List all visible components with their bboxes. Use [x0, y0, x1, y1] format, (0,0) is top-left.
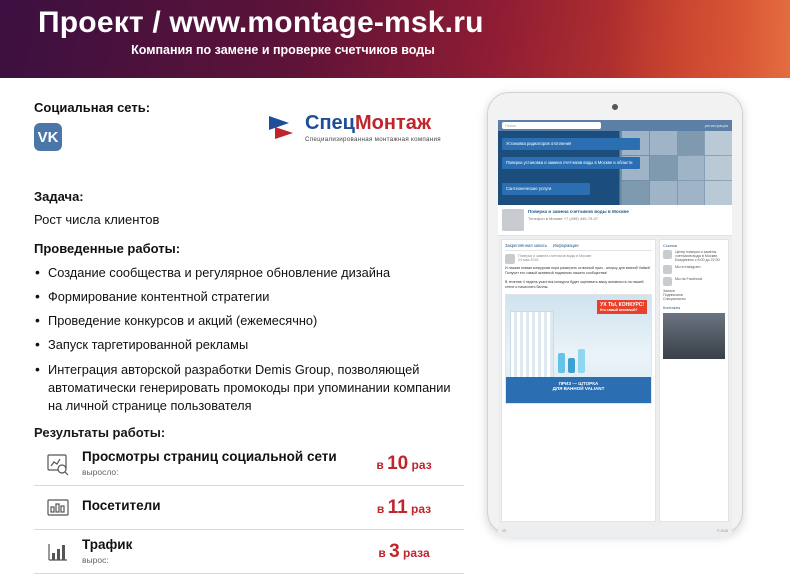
bottle-graphic: [568, 358, 575, 373]
post-date: 24 мая 2018: [518, 258, 539, 262]
list-item[interactable]: [663, 277, 725, 286]
header-gradient-overlay: [610, 0, 790, 78]
tablet-device: [487, 92, 743, 534]
vk-footer: [498, 525, 732, 537]
post-rules: В течение 4 недель участник конкурса будет оценивать вашу активность на нашей стене и начислять баллы:: [505, 279, 644, 290]
list-item: • Запуск таргетированной рекламы: [34, 336, 464, 354]
table-row: [34, 486, 464, 530]
contact-photo: [663, 313, 725, 359]
result-value-suffix: раза: [403, 545, 430, 560]
result-note: вырос:: [82, 555, 109, 566]
logo-subtext: Специализированная монтажная компания: [305, 136, 441, 143]
result-value-suffix: раз: [411, 457, 432, 472]
cover-banner-2: Поверка установка и замена счетчиков воды в Москве и области: [502, 157, 640, 169]
promo-bottom-line-2: ДЛЯ ВАННОЙ VALIANT: [552, 385, 605, 391]
vk-icon[interactable]: VK: [34, 123, 62, 151]
group-cover: [498, 131, 732, 205]
avatar: [502, 209, 524, 231]
bar-chart-icon: [34, 540, 82, 564]
task-text: Рост числа клиентов: [34, 212, 160, 227]
social-row: [34, 112, 464, 175]
vk-sidebar: [659, 239, 729, 522]
result-name: Трафик: [82, 537, 133, 553]
result-labels: [82, 450, 344, 477]
list-item[interactable]: [663, 250, 725, 262]
result-value: [344, 453, 464, 475]
curtain-graphic: [510, 311, 554, 379]
post-author: Поверка и замена счетчиков воды в Москве: [518, 254, 592, 258]
sidebar-item-label: Мы на Facebook: [675, 277, 703, 281]
page-subtitle: Компания по замене и проверке счетчиков воды: [131, 43, 435, 57]
result-value-suffix: раз: [411, 501, 432, 516]
post-image[interactable]: [505, 294, 652, 404]
list-item[interactable]: [663, 265, 725, 274]
page-header: [0, 0, 790, 78]
logo-text: [305, 113, 441, 133]
cover-banner-1: Установка радиаторов отопления: [502, 138, 640, 150]
result-value: [344, 497, 464, 519]
visitors-chart-icon: [34, 496, 82, 520]
logo-text-second: Монтаж: [354, 112, 432, 134]
result-value-prefix: в: [376, 501, 385, 516]
result-value-number: 11: [387, 496, 408, 518]
list-item: • Формирование контентной стратегии: [34, 288, 464, 306]
works-list: [34, 264, 464, 415]
list-item: • Проведение конкурсов и акций (ежемесячно): [34, 312, 464, 330]
promo-title: УХ ТЫ, КОНКУРС!: [600, 301, 644, 308]
result-name: Просмотры страниц социальной сети: [82, 449, 337, 465]
result-labels: [82, 538, 344, 565]
sidebar-item-records[interactable]: Записи: [663, 289, 675, 293]
vk-feed: [501, 239, 656, 522]
avatar: [663, 277, 672, 286]
table-row: [34, 530, 464, 574]
magnifier-chart-icon: [34, 452, 82, 476]
cover-banner-3: Сантехнические услуги: [502, 183, 590, 195]
vk-content: [498, 236, 732, 525]
promo-bottom-line-1: ПРИЗ — ШТОРКА: [558, 380, 599, 386]
page-title: Проект / www.montage-msk.ru: [38, 6, 484, 39]
task-section: [34, 189, 464, 227]
group-name: Поверка и замена счетчиков воды в Москве: [528, 209, 629, 214]
footer-left-label: VK: [502, 529, 507, 533]
bottle-graphic: [578, 349, 585, 373]
results-label: Результаты работы:: [34, 425, 166, 441]
sidebar-item-specialists[interactable]: Специалисты: [663, 297, 686, 301]
sidebar-title: Ссылки: [663, 243, 678, 248]
sidebar-item-label: Мы в Instagram: [675, 265, 701, 269]
result-name: Посетители: [82, 498, 161, 514]
contacts-title: Контакты: [663, 305, 681, 310]
logo-arrow-icon: [267, 114, 301, 142]
vk-top-bar: [498, 120, 732, 131]
feed-tabs: [505, 243, 652, 251]
promo-footer: [506, 377, 651, 403]
tab-information[interactable]: Информация: [552, 243, 579, 248]
works-section: [34, 241, 464, 415]
tablet-screen: [498, 120, 732, 533]
avatar: [505, 254, 515, 264]
result-value-number: 10: [387, 452, 409, 474]
result-value-prefix: в: [376, 457, 384, 472]
camera-icon: [612, 104, 618, 110]
content-left-column: [34, 100, 464, 574]
promo-sub: Кто самый активный?: [600, 307, 638, 312]
avatar: [663, 265, 672, 274]
table-row: [34, 442, 464, 486]
avatar: [663, 250, 672, 259]
result-value-number: 3: [389, 540, 400, 562]
task-label: Задача:: [34, 189, 84, 204]
sidebar-item-subscribers[interactable]: Подписчики: [663, 293, 683, 297]
company-logo: [267, 113, 441, 143]
search-input[interactable]: Поиск: [502, 122, 601, 129]
result-value: [344, 541, 464, 563]
footer-right-label: © 2018: [717, 529, 728, 533]
logo-text-first: Спец: [305, 112, 355, 134]
group-header: [498, 205, 732, 236]
post-header: [505, 254, 652, 264]
register-link[interactable]: регистрация: [704, 123, 728, 128]
promo-badge: [597, 300, 647, 314]
result-note: выросло:: [82, 467, 119, 478]
list-item: • Создание сообщества и регулярное обновление дизайна: [34, 264, 464, 282]
social-network-label: Социальная сеть:: [34, 100, 151, 115]
works-label: Проведенные работы:: [34, 241, 181, 256]
sidebar-item-label: Центр поверки и замены счетчиков воды в Москве. Ежедневно с 8:00 до 22:00: [675, 250, 720, 262]
group-phone: Телефон в Москве +7 (495) 440-79-07: [528, 216, 599, 221]
tab-pinned-post[interactable]: Закреплённая запись: [505, 243, 547, 248]
list-item: • Интеграция авторской разработки Demis Group, позволяющей автоматически генерировать промокоды при упоминании компании на личной странице пользователя: [34, 361, 464, 415]
result-labels: [82, 499, 344, 516]
result-value-prefix: в: [378, 545, 386, 560]
post-text: И нашим новым конкурсам пора разыграть отличный приз - шторку для ванной Valiant! Получит его самый активный подписчик нашего сообщества!: [505, 266, 651, 276]
bottle-graphic: [558, 353, 565, 373]
